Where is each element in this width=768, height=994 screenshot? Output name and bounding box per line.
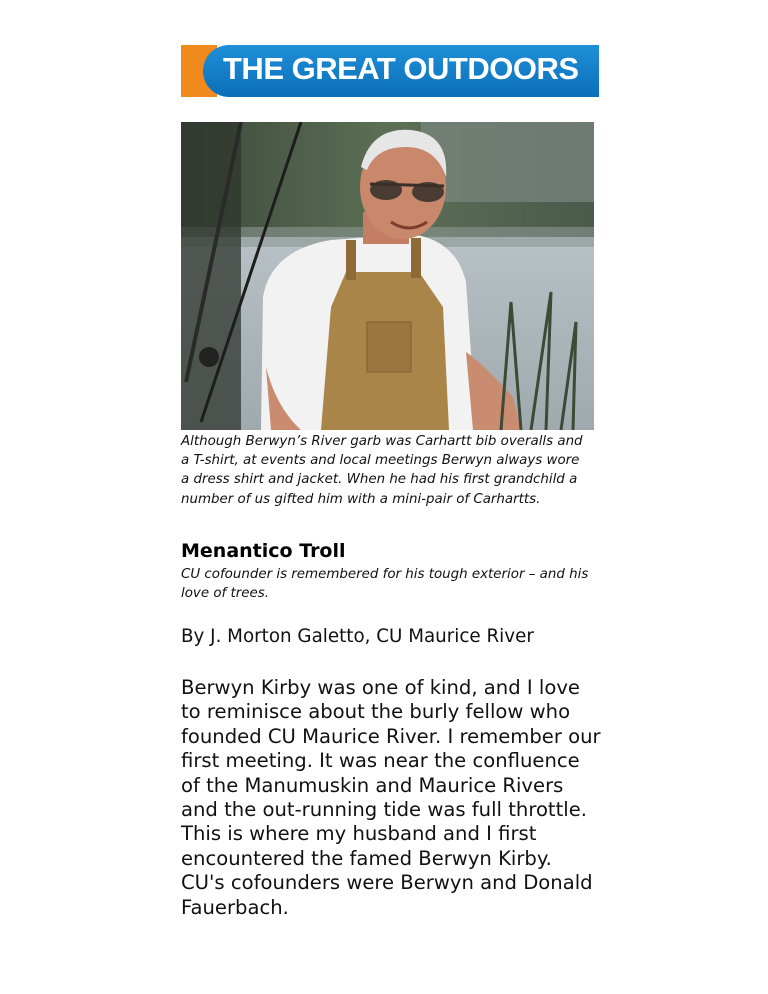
berwyn-kirby-photo	[181, 122, 594, 430]
article-body: Berwyn Kirby was one of kind, and I love to reminisce about the burly fellow who founded CU Maurice River. I remember our first meeting. It was near the confluence of the Manumuskin and Maurice Rivers and the out-running tide was full throttle. This is where my husband and I first encountered the famed Berwyn Kirby. CU's cofounders were Berwyn and Donald Fauerbach.	[181, 676, 601, 919]
article-headline: Menantico Troll	[181, 540, 346, 562]
article-byline: By J. Morton Galetto, CU Maurice River	[181, 626, 534, 647]
photo-caption: Although Berwyn’s River garb was Carhartt bib overalls and a T-shirt, at events and local meetings Berwyn always wore a dress shirt and jacket. When he had his first grandchild a number of us gifted him with a mini-pair of Carhartts.	[181, 434, 583, 507]
section-banner	[181, 45, 599, 97]
article-deck: CU cofounder is remembered for his tough exterior – and his love of trees.	[181, 567, 589, 601]
photo-illustration	[181, 122, 594, 430]
banner-title: THE GREAT OUTDOORS	[223, 51, 579, 86]
